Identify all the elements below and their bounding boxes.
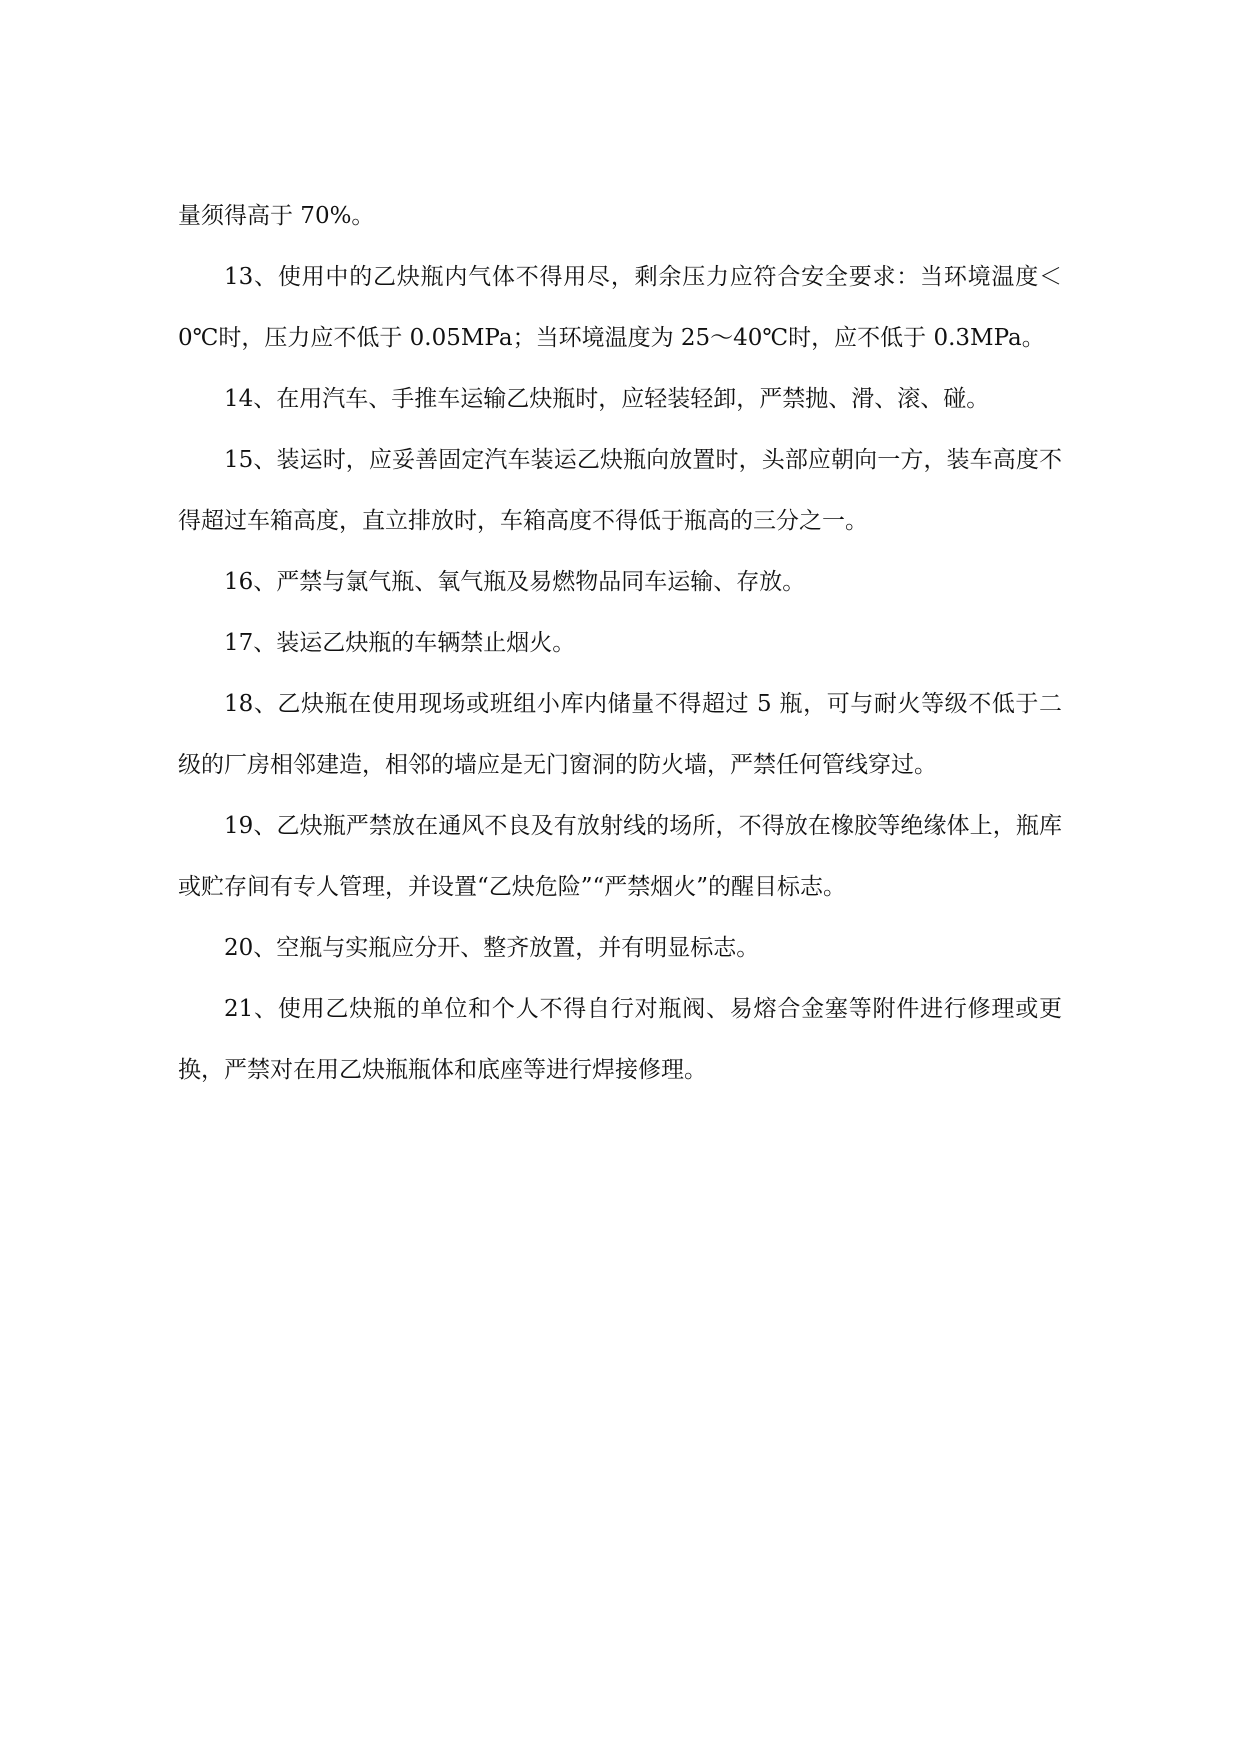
paragraph-item-16: 16、严禁与氯气瓶、氧气瓶及易燃物品同车运输、存放。	[224, 569, 806, 595]
paragraph-item-17: 17、装运乙炔瓶的车辆禁止烟火。	[224, 630, 576, 656]
paragraph-item-15: 15、装运时，应妥善固定汽车装运乙炔瓶向放置时，头部应朝向一方，装车高度不得超过车箱高度，直立排放时，车箱高度不得低于瓶高的三分之一。	[178, 447, 1062, 534]
document-body	[178, 186, 1062, 1101]
paragraph-item-18: 18、乙炔瓶在使用现场或班组小库内储量不得超过 5 瓶，可与耐火等级不低于二级的厂房相邻建造，相邻的墙应是无门窗洞的防火墙，严禁任何管线穿过。	[178, 691, 1062, 778]
paragraph-item-20: 20、空瓶与实瓶应分开、整齐放置，并有明显标志。	[224, 935, 760, 961]
paragraph-item-19: 19、乙炔瓶严禁放在通风不良及有放射线的场所，不得放在橡胶等绝缘体上，瓶库或贮存间有专人管理，并设置“乙炔危险”“严禁烟火”的醒目标志。	[178, 813, 1062, 900]
paragraph-item-14: 14、在用汽车、手推车运输乙炔瓶时，应轻装轻卸，严禁抛、滑、滚、碰。	[224, 386, 990, 412]
paragraph-item-13: 13、使用中的乙炔瓶内气体不得用尽，剩余压力应符合安全要求：当环境温度＜0℃时，压力应不低于 0.05MPa；当环境温度为 25～40℃时，应不低于 0.3MPa。	[178, 264, 1062, 351]
paragraph-item-21: 21、使用乙炔瓶的单位和个人不得自行对瓶阀、易熔合金塞等附件进行修理或更换，严禁对在用乙炔瓶瓶体和底座等进行焊接修理。	[178, 996, 1062, 1083]
paragraph-continuation: 量须得高于 70%。	[178, 203, 375, 229]
